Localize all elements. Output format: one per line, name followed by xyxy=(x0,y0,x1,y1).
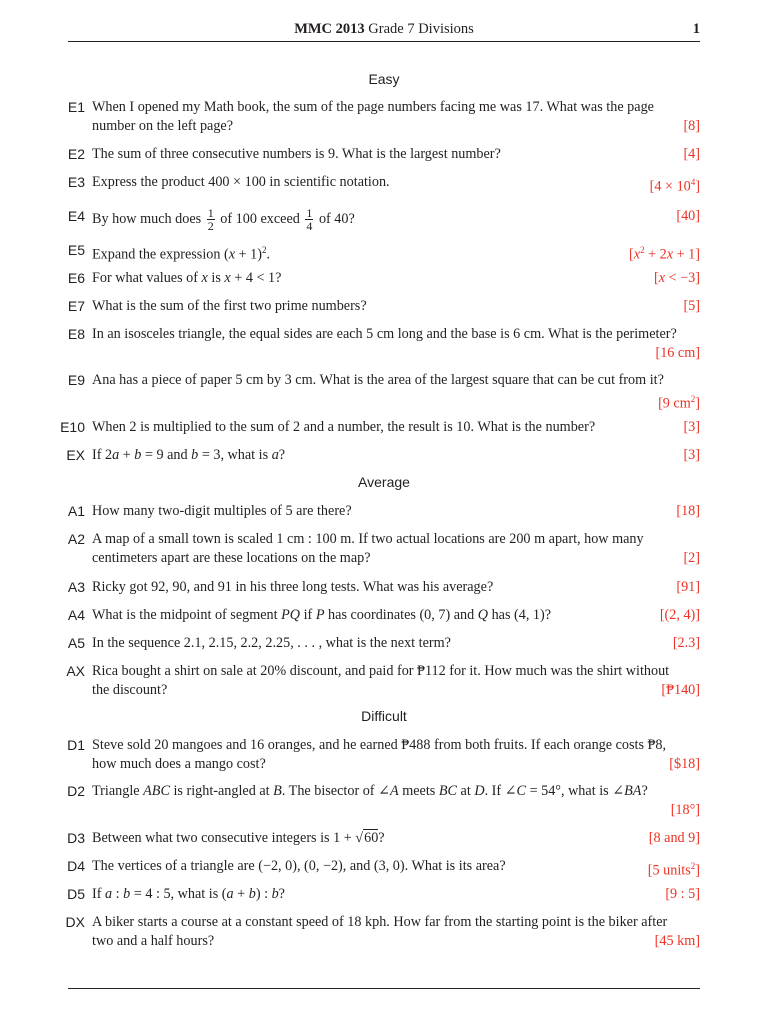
problem-answer: [(2, 4)] xyxy=(659,607,700,623)
problem-text xyxy=(92,446,700,465)
problem-text: In the sequence 2.1, 2.15, 2.2, 2.25, . . . , what is the next term? xyxy=(92,635,451,651)
problem-label: E7 xyxy=(67,298,85,314)
math-variable: BC xyxy=(438,783,457,799)
problem-text xyxy=(92,662,700,700)
problem-answer xyxy=(650,173,700,197)
text-part: = 54°, what is ∠ xyxy=(526,783,625,799)
problem-text-line1: Steve sold 20 mangoes and 16 oranges, and he earned ₱488 from both fruits. If each orange costs ₱8, xyxy=(92,737,667,753)
problem-answer: [4] xyxy=(683,146,700,162)
problem-text xyxy=(92,885,700,904)
problem-text xyxy=(92,829,700,848)
math-variable: x xyxy=(666,246,674,263)
problem-text: Ricky got 92, 90, and 91 in his three long tests. What was his average? xyxy=(92,579,494,595)
text-part: ? xyxy=(378,830,385,846)
exponent: 2 xyxy=(261,245,267,255)
problem-text-line1: A map of a small town is scaled 1 cm : 100 m. If two actual locations are 200 m apart, how many xyxy=(92,531,644,547)
text-part: If 2 xyxy=(92,447,113,463)
answer-part: [4 × 10 xyxy=(649,178,691,195)
text-part: . xyxy=(266,246,270,263)
problem-answer: [18] xyxy=(676,503,700,519)
answer-exponent: 2 xyxy=(690,394,696,404)
problem-answer: [$18] xyxy=(669,756,700,772)
problem-text-line1: A biker starts a course at a constant speed of 18 kph. How far from the starting point is the biker after xyxy=(92,914,668,930)
math-variable: b xyxy=(123,886,131,902)
text-part: + 4 < 1? xyxy=(230,270,282,286)
problem-text xyxy=(92,782,700,801)
problem-text xyxy=(92,736,700,774)
answer-part: [ xyxy=(629,246,634,263)
problem-label: D4 xyxy=(67,858,85,874)
problem-text: Ana has a piece of paper 5 cm by 3 cm. What is the area of the largest square that can be cut from it? xyxy=(92,372,664,388)
text-part: at xyxy=(456,783,475,799)
problem-text-line1: Rica bought a shirt on sale at 20% discount, and paid for ₱112 for it. How much was the shirt without xyxy=(92,663,670,679)
problem-answer: [8 and 9] xyxy=(648,830,700,846)
math-variable: x xyxy=(633,246,641,263)
problem-answer: [₱140] xyxy=(661,682,700,698)
text-part: : xyxy=(112,886,124,902)
problem-text xyxy=(92,530,700,568)
section-title-average: Average xyxy=(358,474,410,490)
header-title xyxy=(294,21,474,38)
text-part: By how much does xyxy=(92,210,205,227)
answer-part: + 2 xyxy=(644,246,667,263)
answer-part: < −3] xyxy=(665,270,700,286)
problem-label: A1 xyxy=(67,503,85,519)
problem-label: E2 xyxy=(67,146,85,162)
text-part: + xyxy=(233,886,249,902)
section-title-difficult: Difficult xyxy=(361,708,407,724)
text-part: = 3, what is xyxy=(198,447,272,463)
math-variable: x xyxy=(228,246,236,263)
math-variable: b xyxy=(271,886,279,902)
answer-part: ] xyxy=(695,178,700,195)
answer-part: [ xyxy=(654,270,659,286)
text-part: Between what two consecutive integers is 1 + √ xyxy=(92,830,364,846)
problem-answer: [5] xyxy=(683,298,700,314)
problem-text: When 2 is multiplied to the sum of 2 and a number, the result is 10. What is the number? xyxy=(92,419,596,435)
problem-answer: [3] xyxy=(683,419,700,435)
answer-part: ] xyxy=(695,395,700,412)
problem-answer: [91] xyxy=(676,579,700,595)
problem-answer: [18°] xyxy=(670,802,700,818)
math-variable: b xyxy=(248,886,256,902)
problem-text: Express the product 400 × 100 in scientific notation. xyxy=(92,174,390,190)
text-part: . The bisector of ∠ xyxy=(281,783,390,799)
text-part: For what values of xyxy=(92,270,202,286)
problem-text-line2: the discount? xyxy=(92,682,168,698)
fraction xyxy=(305,207,313,232)
fraction-denominator: 4 xyxy=(306,219,313,233)
text-part: has coordinates (0, 7) and xyxy=(324,607,478,623)
text-part: . If ∠ xyxy=(484,783,517,799)
problem-answer xyxy=(654,269,700,288)
problem-label: EX xyxy=(66,447,85,463)
problem-label: E9 xyxy=(67,372,85,388)
math-variable: P xyxy=(315,607,325,623)
problem-text: The sum of three consecutive numbers is 9. What is the largest number? xyxy=(92,146,501,162)
text-part: of 100 exceed xyxy=(216,210,304,227)
problem-answer xyxy=(629,241,700,265)
text-part: meets xyxy=(398,783,439,799)
problem-text xyxy=(92,606,700,625)
section-title-easy: Easy xyxy=(368,71,400,87)
text-part: If xyxy=(92,886,105,902)
math-variable: B xyxy=(273,783,282,799)
text-part: Expand the expression ( xyxy=(92,246,229,263)
text-part: + 1) xyxy=(235,246,262,263)
problem-text-line2: centimeters apart are these locations on the map? xyxy=(92,550,371,566)
problem-label: A4 xyxy=(67,607,85,623)
header-rule xyxy=(68,41,700,42)
problem-answer: [8] xyxy=(683,118,700,134)
answer-part: [9 cm xyxy=(658,395,691,412)
problem-label: A2 xyxy=(67,531,85,547)
page-header xyxy=(68,21,700,41)
problem-answer: [3] xyxy=(683,447,700,463)
math-variable: A xyxy=(389,783,399,799)
answer-exponent: 2 xyxy=(640,245,645,255)
text-part: is right-angled at xyxy=(169,783,274,799)
problem-label: D2 xyxy=(67,783,85,799)
text-part: = 9 and xyxy=(141,447,192,463)
answer-part: [5 units xyxy=(647,862,691,879)
problem-label: E4 xyxy=(67,208,85,224)
header-title-bold: MMC 2013 xyxy=(294,21,365,37)
problem-label: E1 xyxy=(67,99,85,115)
problem-label: D5 xyxy=(67,886,85,902)
answer-part: + 1] xyxy=(673,246,700,263)
fraction xyxy=(207,207,215,232)
text-part: of 40? xyxy=(315,210,355,227)
math-variable: D xyxy=(474,783,485,799)
text-part: = 4 : 5, what is ( xyxy=(130,886,227,902)
text-part: is xyxy=(207,270,225,286)
problem-text xyxy=(92,98,700,136)
fraction-numerator: 1 xyxy=(207,206,214,220)
footer-rule xyxy=(68,988,700,989)
text-part: What is the midpoint of segment xyxy=(92,607,282,623)
page-number: 1 xyxy=(692,21,700,37)
math-variable: a xyxy=(226,886,234,902)
problem-answer: [2] xyxy=(683,550,700,566)
math-variable: b xyxy=(191,447,199,463)
problem-answer: [9 : 5] xyxy=(665,886,700,902)
problem-label: A5 xyxy=(67,635,85,651)
problem-label: E6 xyxy=(67,270,85,286)
problem-label: E3 xyxy=(67,174,85,190)
math-variable: ABC xyxy=(143,783,170,799)
text-part: has (4, 1)? xyxy=(488,607,552,623)
problem-answer: [45 km] xyxy=(654,933,700,949)
radicand: 60 xyxy=(364,830,379,846)
math-variable: x xyxy=(658,270,666,286)
text-part: ? xyxy=(641,783,648,799)
problem-answer: [2.3] xyxy=(672,635,700,651)
problem-text-line2: how much does a mango cost? xyxy=(92,756,266,772)
text-part: if xyxy=(300,607,316,623)
problem-label: DX xyxy=(65,914,85,930)
problem-label: E10 xyxy=(60,419,85,435)
problem-label: D1 xyxy=(67,737,85,753)
math-variable: a xyxy=(271,447,279,463)
problem-label: A3 xyxy=(67,579,85,595)
problem-answer xyxy=(658,390,700,414)
problem-answer xyxy=(648,857,700,881)
problem-text xyxy=(92,269,700,288)
fraction-numerator: 1 xyxy=(306,206,313,220)
problem-label: AX xyxy=(66,663,85,679)
problem-text: In an isosceles triangle, the equal sides are each 5 cm long and the base is 6 cm. What is the perimeter? xyxy=(92,326,677,342)
problem-label: E5 xyxy=(67,242,85,258)
problem-label: D3 xyxy=(67,830,85,846)
problem-text: The vertices of a triangle are (−2, 0), (0, −2), and (3, 0). What is its area? xyxy=(92,858,506,874)
problem-answer: [40] xyxy=(676,208,700,224)
fraction-denominator: 2 xyxy=(207,219,214,233)
math-variable: b xyxy=(134,447,142,463)
problem-text xyxy=(92,207,700,232)
problem-text xyxy=(92,913,700,951)
text-part: + xyxy=(119,447,135,463)
problem-answer: [16 cm] xyxy=(655,345,700,361)
problem-text: What is the sum of the first two prime numbers? xyxy=(92,298,367,314)
math-variable: C xyxy=(516,783,527,799)
text-part: ? xyxy=(278,886,285,902)
problem-label: E8 xyxy=(67,326,85,342)
text-part: Triangle xyxy=(92,783,144,799)
math-variable: a xyxy=(112,447,120,463)
text-part: ? xyxy=(278,447,286,463)
answer-part: ] xyxy=(695,862,700,879)
problem-text-line2: number on the left page? xyxy=(92,118,234,134)
answer-exponent: 4 xyxy=(690,177,696,187)
math-variable: x xyxy=(201,270,208,286)
text-part: ) : xyxy=(255,886,272,902)
problem-text xyxy=(92,241,700,265)
problem-text-line1: When I opened my Math book, the sum of the page numbers facing me was 17. What was the page xyxy=(92,99,654,115)
problem-text: How many two-digit multiples of 5 are there? xyxy=(92,503,352,519)
math-variable: BA xyxy=(624,783,642,799)
math-variable: Q xyxy=(477,607,489,623)
answer-exponent: 2 xyxy=(690,861,696,871)
math-variable: a xyxy=(105,886,113,902)
header-title-rest: Grade 7 Divisions xyxy=(364,21,474,37)
math-variable: x xyxy=(224,270,231,286)
math-variable: PQ xyxy=(281,607,301,623)
problem-text-line2: two and a half hours? xyxy=(92,933,215,949)
